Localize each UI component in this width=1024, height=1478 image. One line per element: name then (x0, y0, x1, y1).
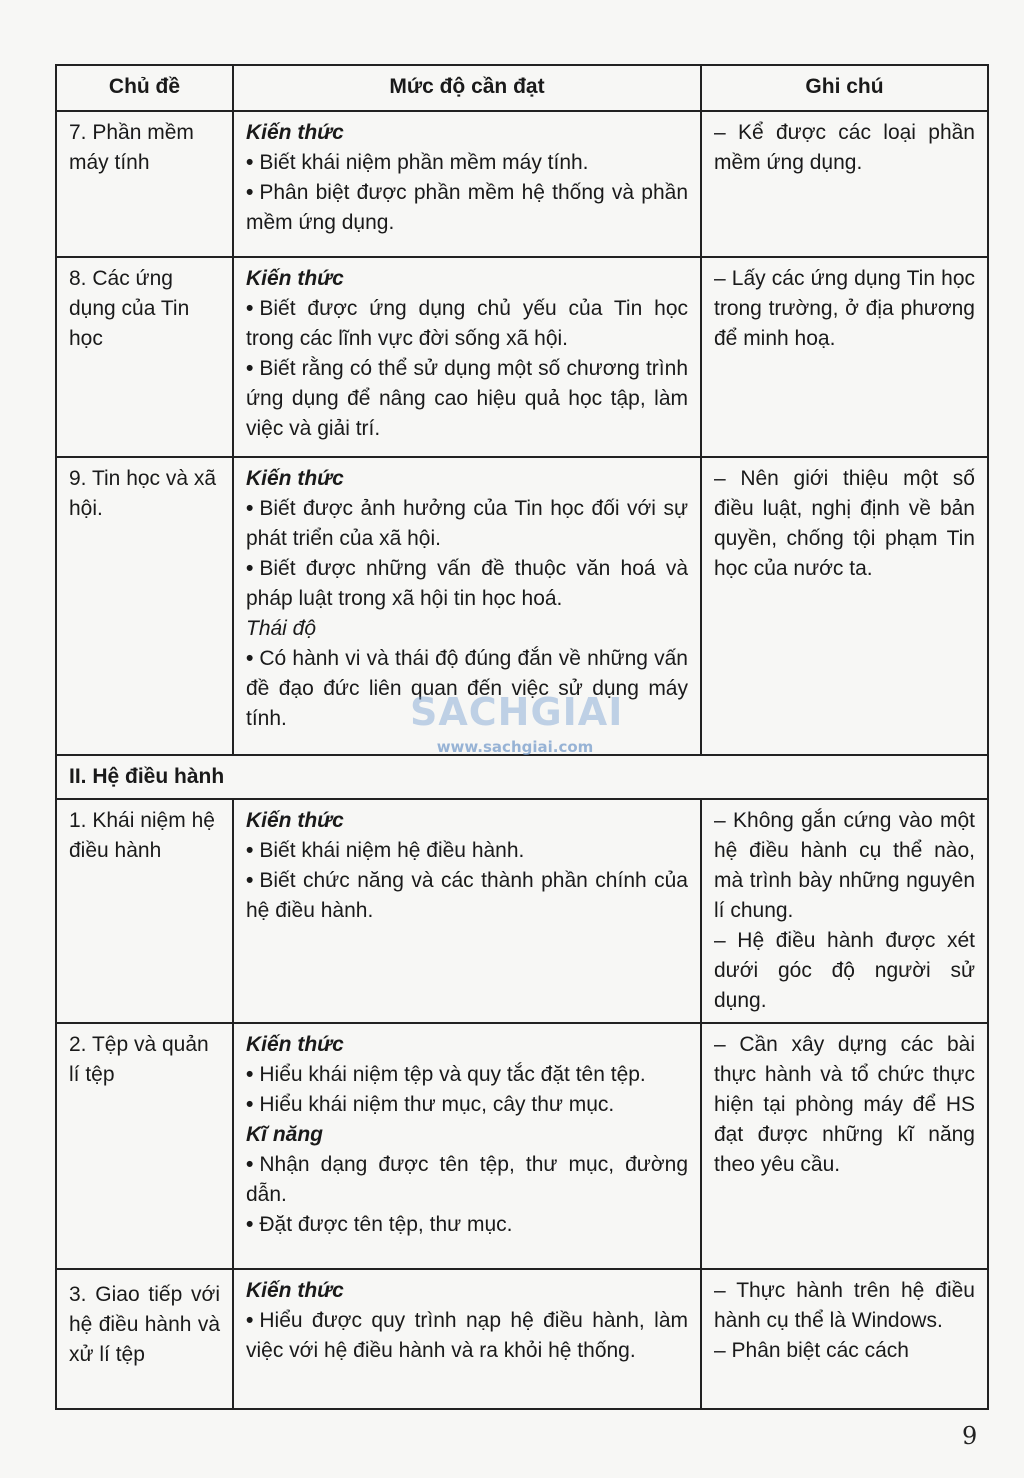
bullet-item (246, 294, 688, 354)
table-row (56, 1023, 988, 1269)
bullet-item (246, 836, 688, 866)
level-cell (233, 1269, 701, 1409)
note-text: – Nên giới thiệu một số điều luật, nghị định về bản quyền, chống tội phạm Tin học của nước ta. (714, 467, 975, 580)
bullet-text: Biết khái niệm hệ điều hành. (259, 839, 525, 862)
bullet-text: Biết chức năng và các thành phần chính của hệ điều hành. (246, 869, 688, 922)
topic-cell: 1. Khái niệm hệ điều hành (56, 799, 233, 1023)
bullet-icon: • (246, 1063, 254, 1086)
page-number: 9 (962, 1422, 978, 1450)
note-cell (701, 1023, 988, 1269)
topic-cell: 9. Tin học và xã hội. (56, 457, 233, 755)
note-text: – Phân biệt các cách (714, 1339, 909, 1362)
note-text: – Thực hành trên hệ điều hành cụ thể là Windows. (714, 1279, 975, 1332)
block-heading: Kĩ năng (246, 1123, 323, 1146)
bullet-item (246, 644, 688, 734)
block-heading: Kiến thức (246, 1279, 344, 1302)
bullet-text: Hiểu được quy trình nạp hệ điều hành, làm việc với hệ điều hành và ra khỏi hệ thống. (246, 1309, 688, 1362)
block-heading: Kiến thức (246, 121, 344, 144)
table-row (56, 457, 988, 755)
watermark-logo: SACHGIAI (410, 690, 624, 734)
bullet-text: Hiểu khái niệm thư mục, cây thư mục. (259, 1093, 615, 1116)
header-note: Ghi chú (701, 65, 988, 111)
bullet-item (246, 1090, 688, 1120)
bullet-icon: • (246, 151, 254, 174)
bullet-item (246, 178, 688, 238)
block-heading: Kiến thức (246, 467, 344, 490)
header-level: Mức độ cần đạt (233, 65, 701, 111)
note-text: – Kể được các loại phần mềm ứng dụng. (714, 121, 975, 174)
topic-cell: 7. Phần mềm máy tính (56, 111, 233, 257)
bullet-item (246, 1306, 688, 1366)
bullet-item (246, 148, 688, 178)
bullet-item (246, 494, 688, 554)
section-title: II. Hệ điều hành (56, 755, 988, 799)
bullet-icon: • (246, 1213, 254, 1236)
note-cell (701, 111, 988, 257)
bullet-icon: • (246, 1153, 254, 1176)
block-heading: Kiến thức (246, 267, 344, 290)
bullet-item (246, 1150, 688, 1210)
note-cell (701, 457, 988, 755)
block-heading: Thái độ (246, 617, 317, 640)
block-heading: Kiến thức (246, 809, 344, 832)
bullet-text: Biết rằng có thể sử dụng một số chương trình ứng dụng để nâng cao hiệu quả học tập, làm việc và giải trí. (246, 357, 688, 440)
bullet-item (246, 1060, 688, 1090)
bullet-icon: • (246, 297, 254, 320)
topic-cell: 8. Các ứng dụng của Tin học (56, 257, 233, 457)
note-text: – Không gắn cứng vào một hệ điều hành cụ thể nào, mà trình bày những nguyên lí chung. (714, 809, 975, 922)
level-cell (233, 111, 701, 257)
level-cell (233, 257, 701, 457)
note-cell (701, 799, 988, 1023)
bullet-icon: • (246, 181, 254, 204)
bullet-icon: • (246, 1309, 254, 1332)
bullet-icon: • (246, 647, 254, 670)
note-text: – Hệ điều hành được xét dưới góc độ người sử dụng. (714, 929, 975, 1012)
topic-cell: 2. Tệp và quản lí tệp (56, 1023, 233, 1269)
bullet-text: Biết khái niệm phần mềm máy tính. (259, 151, 589, 174)
bullet-text: Phân biệt được phần mềm hệ thống và phần mềm ứng dụng. (246, 181, 688, 234)
level-cell (233, 799, 701, 1023)
topic-cell: 3. Giao tiếp với hệ điều hành và xử lí tệp (56, 1269, 233, 1409)
level-cell (233, 1023, 701, 1269)
note-text: – Lấy các ứng dụng Tin học trong trường, ở địa phương để minh hoạ. (714, 267, 975, 350)
bullet-text: Đặt được tên tệp, thư mục. (259, 1213, 513, 1236)
bullet-text: Biết được ứng dụng chủ yếu của Tin học trong các lĩnh vực đời sống xã hội. (246, 297, 688, 350)
table-row (56, 1269, 988, 1409)
bullet-text: Hiểu khái niệm tệp và quy tắc đặt tên tệp. (259, 1063, 646, 1086)
bullet-item (246, 866, 688, 926)
bullet-item (246, 354, 688, 444)
bullet-text: Biết được những vấn đề thuộc văn hoá và pháp luật trong xã hội tin học hoá. (246, 557, 688, 610)
curriculum-table-container (55, 64, 987, 1410)
table-row (56, 111, 988, 257)
bullet-item (246, 1210, 688, 1240)
table-row (56, 799, 988, 1023)
note-cell (701, 1269, 988, 1409)
bullet-text: Biết được ảnh hưởng của Tin học đối với sự phát triển của xã hội. (246, 497, 688, 550)
watermark-url: www.sachgiai.com (436, 738, 594, 756)
level-cell (233, 457, 701, 755)
header-topic: Chủ đề (56, 65, 233, 111)
block-heading: Kiến thức (246, 1033, 344, 1056)
bullet-text: Nhận dạng được tên tệp, thư mục, đường dẫn. (246, 1153, 688, 1206)
bullet-icon: • (246, 1093, 254, 1116)
bullet-icon: • (246, 557, 254, 580)
bullet-icon: • (246, 839, 254, 862)
section-row (56, 755, 988, 799)
note-text: – Cần xây dựng các bài thực hành và tổ chức thực hiện tại phòng máy để HS đạt được những kĩ năng theo yêu cầu. (714, 1033, 975, 1176)
bullet-item (246, 554, 688, 614)
note-cell (701, 257, 988, 457)
bullet-icon: • (246, 869, 254, 892)
bullet-icon: • (246, 497, 254, 520)
bullet-text: Có hành vi và thái độ đúng đắn về những vấn đề đạo đức liên quan đến việc sử dụng máy tính. (246, 647, 688, 730)
table-row (56, 257, 988, 457)
header-row (56, 65, 988, 111)
bullet-icon: • (246, 357, 254, 380)
curriculum-table (55, 64, 989, 1410)
